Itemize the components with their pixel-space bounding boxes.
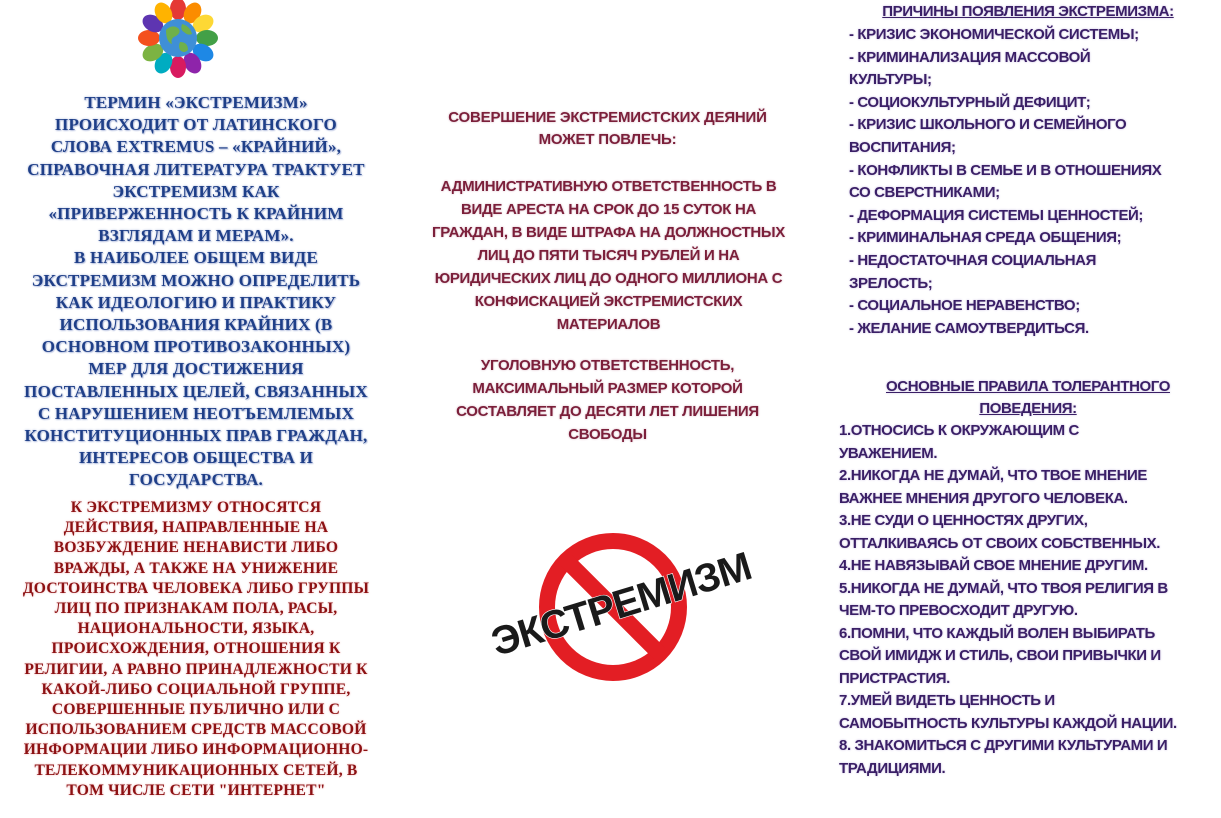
- actions-line: ЛИЦ ПО ПРИЗНАКАМ ПОЛА, РАСЫ,: [54, 600, 338, 618]
- term-line: ВЗГЛЯДАМ И МЕРАМ».: [98, 226, 294, 246]
- causes-list: [849, 24, 1214, 340]
- hand-shape: [138, 30, 160, 46]
- rules-title-line: ПОВЕДЕНИЯ:: [979, 400, 1077, 417]
- administrative-liability-text: [411, 175, 806, 336]
- rule-item: СВОЙ ИМИДЖ И СТИЛЬ, СВОИ ПРИВЫЧКИ И: [839, 647, 1161, 664]
- term-line: ИСПОЛЬЗОВАНИЯ КРАЙНИХ (В: [59, 315, 333, 335]
- actions-line: РЕЛИГИИ, А РАВНО ПРИНАДЛЕЖНОСТИ К: [24, 660, 368, 678]
- tolerance-rules-title: [835, 376, 1221, 420]
- actions-line: ВОЗБУЖДЕНИЕ НЕНАВИСТИ ЛИБО: [53, 539, 339, 557]
- term-line: ТЕРМИН «ЭКСТРЕМИЗМ»: [84, 93, 308, 112]
- term-line: КАК ИДЕОЛОГИЮ И ПРАКТИКУ: [55, 292, 337, 312]
- hand-shape: [170, 0, 186, 20]
- admin-line: МАТЕРИАЛОВ: [556, 316, 661, 333]
- actions-line: К ЭКСТРЕМИЗМУ ОТНОСЯТСЯ: [70, 499, 322, 516]
- rule-item: ЧЕМ-ТО ПРЕВОСХОДИТ ДРУГУЮ.: [839, 602, 1078, 619]
- term-line: ИНТЕРЕСОВ ОБЩЕСТВА И: [78, 448, 314, 468]
- cause-item: - ЖЕЛАНИЕ САМОУТВЕРДИТЬСЯ.: [849, 319, 1089, 337]
- term-line: С НАРУШЕНИЕМ НЕОТЪЕМЛЕМЫХ: [37, 403, 355, 423]
- criminal-line: СОСТАВЛЯЕТ ДО ДЕСЯТИ ЛЕТ ЛИШЕНИЯ: [456, 403, 759, 420]
- admin-line: АДМИНИСТРАТИВНУЮ ОТВЕТСТВЕННОСТЬ В: [440, 178, 777, 195]
- term-line: ПРОИСХОДИТ ОТ ЛАТИНСКОГО: [55, 115, 337, 135]
- cause-item: - КРИЗИС ЭКОНОМИЧЕСКОЙ СИСТЕМЫ;: [849, 26, 1139, 43]
- cause-item: - КРИМИНАЛЬНАЯ СРЕДА ОБЩЕНИЯ;: [849, 229, 1122, 247]
- admin-line: ЮРИДИЧЕСКИХ ЛИЦ ДО ОДНОГО МИЛЛИОНА С: [434, 270, 783, 287]
- extremism-actions-text: [0, 498, 392, 801]
- actions-line: ДЕЙСТВИЯ, НАПРАВЛЕННЫЕ НА: [63, 519, 329, 537]
- actions-line: ИСПОЛЬЗОВАНИЕМ СРЕДСТВ МАССОВОЙ: [25, 721, 367, 739]
- criminal-line: СВОБОДЫ: [568, 426, 647, 443]
- sign-word: ЭКСТРЕМИЗМ: [486, 544, 757, 665]
- actions-line: ИНФОРМАЦИИ ЛИБО ИНФОРМАЦИОННО-: [23, 741, 369, 759]
- consequences-title: СОВЕРШЕНИЕ ЭКСТРЕМИСТСКИХ ДЕЯНИЙ: [448, 109, 767, 126]
- rule-item: 4.НЕ НАВЯЗЫВАЙ СВОЕ МНЕНИЕ ДРУГИМ.: [839, 557, 1148, 574]
- actions-line: ПРОИСХОЖДЕНИЯ, ОТНОШЕНИЯ К: [51, 640, 341, 658]
- rule-item: 3.НЕ СУДИ О ЦЕННОСТЯХ ДРУГИХ,: [839, 512, 1088, 529]
- term-definition-text: [0, 92, 392, 492]
- rule-item: 1.ОТНОСИСЬ К ОКРУЖАЮЩИМ С: [839, 422, 1079, 439]
- term-line: КОНСТИТУЦИОННЫХ ПРАВ ГРАЖДАН,: [24, 426, 368, 446]
- rule-item: 5.НИКОГДА НЕ ДУМАЙ, ЧТО ТВОЯ РЕЛИГИЯ В: [839, 579, 1168, 597]
- tolerance-rules-list: [839, 420, 1221, 780]
- term-line: ЭКСТРЕМИЗМ КАК: [112, 181, 280, 201]
- cause-item: - КОНФЛИКТЫ В СЕМЬЕ И В ОТНОШЕНИЯХ: [849, 161, 1162, 179]
- rule-item: 8. ЗНАКОМИТЬСЯ С ДРУГИМИ КУЛЬТУРАМИ И: [839, 737, 1168, 754]
- hand-shape: [196, 30, 218, 46]
- rule-item: 2.НИКОГДА НЕ ДУМАЙ, ЧТО ТВОЕ МНЕНИЕ: [839, 467, 1147, 484]
- admin-line: КОНФИСКАЦИЕЙ ЭКСТРЕМИСТСКИХ: [474, 293, 743, 310]
- actions-line: КАКОЙ-ЛИБО СОЦИАЛЬНОЙ ГРУППЕ,: [41, 680, 351, 698]
- cause-item: - СОЦИОКУЛЬТУРНЫЙ ДЕФИЦИТ;: [849, 93, 1091, 111]
- term-line: ЭКСТРЕМИЗМ МОЖНО ОПРЕДЕЛИТЬ: [31, 270, 361, 290]
- cause-item: - СОЦИАЛЬНОЕ НЕРАВЕНСТВО;: [849, 297, 1080, 315]
- term-line: В НАИБОЛЕЕ ОБЩЕМ ВИДЕ: [74, 248, 318, 268]
- actions-line: ТОМ ЧИСЛЕ СЕТИ "ИНТЕРНЕТ": [66, 781, 326, 799]
- criminal-line: УГОЛОВНУЮ ОТВЕТСТВЕННОСТЬ,: [480, 357, 735, 374]
- admin-line: ГРАЖДАН, В ВИДЕ ШТРАФА НА ДОЛЖНОСТНЫХ: [432, 224, 785, 241]
- term-line: ПОСТАВЛЕННЫХ ЦЕЛЕЙ, СВЯЗАННЫХ: [24, 381, 368, 401]
- admin-line: ЛИЦ ДО ПЯТИ ТЫСЯЧ РУБЛЕЙ И НА: [477, 247, 740, 264]
- actions-line: ВРАЖДЫ, А ТАКЖЕ НА УНИЖЕНИЕ: [53, 559, 339, 577]
- term-line: СЛОВА EXTREMUS – «КРАЙНИЙ»,: [50, 137, 342, 157]
- cause-item: ЗРЕЛОСТЬ;: [849, 274, 933, 292]
- causes-title: ПРИЧИНЫ ПОЯВЛЕНИЯ ЭКСТРЕМИЗМА:: [882, 3, 1174, 20]
- cause-item: - ДЕФОРМАЦИЯ СИСТЕМЫ ЦЕННОСТЕЙ;: [849, 206, 1144, 224]
- rule-item: САМОБЫТНОСТЬ КУЛЬТУРЫ КАЖДОЙ НАЦИИ.: [839, 714, 1177, 732]
- cause-item: КУЛЬТУРЫ;: [849, 71, 932, 89]
- cause-item: - НЕДОСТАТОЧНАЯ СОЦИАЛЬНАЯ: [849, 251, 1096, 269]
- cause-item: СО СВЕРСТНИКАМИ;: [849, 184, 1000, 202]
- term-line: СПРАВОЧНАЯ ЛИТЕРАТУРА ТРАКТУЕТ: [27, 159, 365, 179]
- criminal-line: МАКСИМАЛЬНЫЙ РАЗМЕР КОТОРОЙ: [472, 380, 743, 397]
- cause-item: ВОСПИТАНИЯ;: [849, 138, 956, 156]
- actions-line: ТЕЛЕКОММУНИКАЦИОННЫХ СЕТЕЙ, В: [34, 761, 358, 779]
- rule-item: 7.УМЕЙ ВИДЕТЬ ЦЕННОСТЬ И: [839, 692, 1055, 709]
- actions-line: НАЦИОНАЛЬНОСТИ, ЯЗЫКА,: [77, 620, 315, 638]
- rule-item: ПРИСТРАСТИЯ.: [839, 669, 950, 687]
- term-line: ГОСУДАРСТВА.: [128, 470, 263, 490]
- actions-line: СОВЕРШЕННЫЕ ПУБЛИЧНО ИЛИ С: [51, 701, 341, 719]
- term-line: МЕР ДЛЯ ДОСТИЖЕНИЯ: [88, 359, 304, 379]
- consequences-subtitle: МОЖЕТ ПОВЛЕЧЬ:: [538, 131, 677, 148]
- globe-with-hands-icon: [128, 0, 228, 78]
- rule-item: ТРАДИЦИЯМИ.: [839, 759, 946, 777]
- term-line: ОСНОВНОМ ПРОТИВОЗАКОННЫХ): [41, 337, 351, 357]
- rule-item: УВАЖЕНИЕМ.: [839, 444, 938, 462]
- criminal-liability-text: [435, 354, 780, 446]
- admin-line: ВИДЕ АРЕСТА НА СРОК ДО 15 СУТОК НА: [460, 201, 757, 218]
- cause-item: - КРИЗИС ШКОЛЬНОГО И СЕМЕЙНОГО: [849, 116, 1127, 134]
- term-line: «ПРИВЕРЖЕННОСТЬ К КРАЙНИМ: [48, 204, 344, 224]
- rule-item: 6.ПОМНИ, ЧТО КАЖДЫЙ ВОЛЕН ВЫБИРАТЬ: [839, 624, 1155, 642]
- hand-shape: [170, 56, 186, 78]
- rule-item: ОТТАЛКИВАЯСЬ ОТ СВОИХ СОБСТВЕННЫХ.: [839, 534, 1161, 552]
- prohibition-sign-icon: [475, 525, 775, 685]
- cause-item: - КРИМИНАЛИЗАЦИЯ МАССОВОЙ: [849, 48, 1091, 66]
- rule-item: ВАЖНЕЕ МНЕНИЯ ДРУГОГО ЧЕЛОВЕКА.: [839, 489, 1128, 507]
- actions-line: ДОСТОИНСТВА ЧЕЛОВЕКА ЛИБО ГРУППЫ: [22, 579, 370, 597]
- rules-title-line: ОСНОВНЫЕ ПРАВИЛА ТОЛЕРАНТНОГО: [886, 378, 1170, 395]
